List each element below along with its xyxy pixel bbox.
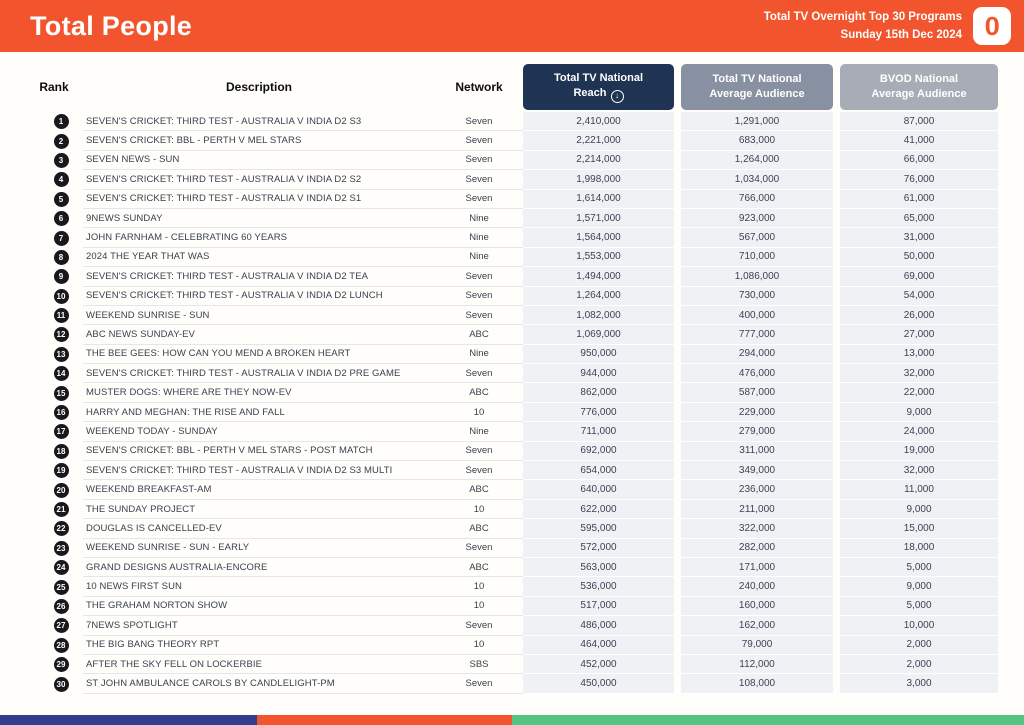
banner-right	[764, 7, 1011, 45]
program-description: HARRY AND MEGHAN: THE RISE AND FALL	[83, 403, 435, 422]
rank-cell	[25, 190, 83, 209]
table-row	[25, 325, 999, 344]
bvod-audience-column-header[interactable]	[840, 64, 998, 110]
rank-badge: 12	[54, 327, 69, 342]
bvod-header-line1: BVOD National	[879, 73, 959, 86]
rank-cell	[25, 597, 83, 616]
program-description: THE GRAHAM NORTON SHOW	[83, 597, 435, 616]
avg-audience-value: 171,000	[681, 558, 833, 577]
avg-audience-value: 108,000	[681, 674, 833, 693]
program-description: SEVEN'S CRICKET: BBL - PERTH V MEL STARS - POST MATCH	[83, 442, 435, 461]
reach-value: 1,082,000	[523, 306, 674, 325]
rank-cell	[25, 636, 83, 655]
table-row	[25, 442, 999, 461]
avg-audience-value: 683,000	[681, 131, 833, 150]
bvod-audience-value: 18,000	[840, 539, 998, 558]
avg-header-line2: Average Audience	[709, 88, 805, 100]
footer-bar-green-segment	[512, 715, 1024, 725]
table-row	[25, 287, 999, 306]
program-description: SEVEN'S CRICKET: THIRD TEST - AUSTRALIA V INDIA D2 S2	[83, 170, 435, 189]
rank-badge: 9	[54, 269, 69, 284]
network-value: ABC	[435, 325, 523, 344]
rank-cell	[25, 287, 83, 306]
avg-audience-column-header[interactable]	[681, 64, 833, 110]
table-row	[25, 228, 999, 247]
network-value: Seven	[435, 151, 523, 170]
reach-value: 944,000	[523, 364, 674, 383]
rank-badge: 3	[54, 153, 69, 168]
reach-value: 536,000	[523, 577, 674, 596]
avg-audience-value: 240,000	[681, 577, 833, 596]
reach-value: 1,494,000	[523, 267, 674, 286]
avg-audience-value: 162,000	[681, 616, 833, 635]
bvod-audience-value: 87,000	[840, 112, 998, 131]
reach-value: 622,000	[523, 500, 674, 519]
reach-value: 950,000	[523, 345, 674, 364]
avg-audience-value: 923,000	[681, 209, 833, 228]
report-subtitle-line2: Sunday 15th Dec 2024	[840, 29, 962, 41]
program-description: ST JOHN AMBULANCE CAROLS BY CANDLELIGHT-PM	[83, 674, 435, 693]
table-row	[25, 597, 999, 616]
rank-cell	[25, 267, 83, 286]
rank-badge: 5	[54, 192, 69, 207]
top-banner	[0, 0, 1024, 52]
avg-audience-value: 294,000	[681, 345, 833, 364]
program-description: SEVEN'S CRICKET: THIRD TEST - AUSTRALIA V INDIA D2 LUNCH	[83, 287, 435, 306]
network-value: ABC	[435, 519, 523, 538]
network-value: Nine	[435, 209, 523, 228]
program-description: SEVEN'S CRICKET: THIRD TEST - AUSTRALIA V INDIA D2 TEA	[83, 267, 435, 286]
bvod-audience-value: 9,000	[840, 577, 998, 596]
network-value: 10	[435, 636, 523, 655]
table-row	[25, 577, 999, 596]
table-row	[25, 190, 999, 209]
table-body	[25, 112, 999, 694]
reach-header-line1: Total TV National	[553, 72, 644, 85]
rank-badge: 8	[54, 250, 69, 265]
rank-cell	[25, 558, 83, 577]
program-description: THE BIG BANG THEORY RPT	[83, 636, 435, 655]
program-description: GRAND DESIGNS AUSTRALIA-ENCORE	[83, 558, 435, 577]
footer-color-bar	[0, 715, 1024, 725]
bvod-audience-value: 41,000	[840, 131, 998, 150]
bvod-audience-value: 13,000	[840, 345, 998, 364]
reach-value: 1,564,000	[523, 228, 674, 247]
avg-audience-value: 1,291,000	[681, 112, 833, 131]
network-value: Nine	[435, 422, 523, 441]
rank-badge: 10	[54, 289, 69, 304]
reach-value: 1,614,000	[523, 190, 674, 209]
program-description: 2024 THE YEAR THAT WAS	[83, 248, 435, 267]
avg-audience-value: 282,000	[681, 539, 833, 558]
rank-cell	[25, 306, 83, 325]
rank-cell	[25, 616, 83, 635]
top30-table	[0, 64, 1024, 694]
avg-audience-value: 311,000	[681, 442, 833, 461]
program-description: MUSTER DOGS: WHERE ARE THEY NOW-EV	[83, 383, 435, 402]
bvod-audience-value: 19,000	[840, 442, 998, 461]
table-row	[25, 519, 999, 538]
bvod-audience-value: 69,000	[840, 267, 998, 286]
table-row	[25, 267, 999, 286]
rank-badge: 7	[54, 231, 69, 246]
rank-badge: 6	[54, 211, 69, 226]
rank-cell	[25, 345, 83, 364]
rank-cell	[25, 519, 83, 538]
page-title: Total People	[30, 10, 193, 41]
program-description: WEEKEND BREAKFAST-AM	[83, 480, 435, 499]
bvod-audience-value: 27,000	[840, 325, 998, 344]
network-value: Seven	[435, 131, 523, 150]
reach-value: 1,571,000	[523, 209, 674, 228]
avg-audience-value: 211,000	[681, 500, 833, 519]
rank-cell	[25, 422, 83, 441]
table-row	[25, 539, 999, 558]
avg-audience-value: 1,264,000	[681, 151, 833, 170]
reach-column-header[interactable]	[523, 64, 674, 110]
program-description: THE SUNDAY PROJECT	[83, 500, 435, 519]
bvod-audience-value: 31,000	[840, 228, 998, 247]
bvod-audience-value: 76,000	[840, 170, 998, 189]
avg-audience-value: 730,000	[681, 287, 833, 306]
bvod-audience-value: 5,000	[840, 558, 998, 577]
table-row	[25, 248, 999, 267]
avg-audience-value: 476,000	[681, 364, 833, 383]
report-subtitle	[764, 8, 962, 45]
oztam-logo	[973, 7, 1011, 45]
program-description: THE BEE GEES: HOW CAN YOU MEND A BROKEN HEART	[83, 345, 435, 364]
rank-badge: 16	[54, 405, 69, 420]
bvod-audience-value: 54,000	[840, 287, 998, 306]
avg-audience-value: 349,000	[681, 461, 833, 480]
table-row	[25, 674, 999, 693]
network-value: Seven	[435, 287, 523, 306]
network-value: Seven	[435, 461, 523, 480]
rank-badge: 25	[54, 580, 69, 595]
table-row	[25, 655, 999, 674]
table-row	[25, 480, 999, 499]
rank-badge: 22	[54, 521, 69, 536]
program-description: DOUGLAS IS CANCELLED-EV	[83, 519, 435, 538]
avg-audience-value: 322,000	[681, 519, 833, 538]
bvod-audience-value: 24,000	[840, 422, 998, 441]
bvod-audience-value: 2,000	[840, 655, 998, 674]
rank-cell	[25, 655, 83, 674]
rank-cell	[25, 461, 83, 480]
network-value: Seven	[435, 364, 523, 383]
bvod-audience-value: 61,000	[840, 190, 998, 209]
reach-value: 640,000	[523, 480, 674, 499]
oztam-logo-zero-icon: 0	[984, 10, 1000, 41]
network-value: Seven	[435, 616, 523, 635]
rank-badge: 11	[54, 308, 69, 323]
network-column-header: Network	[455, 80, 503, 94]
program-description: 9NEWS SUNDAY	[83, 209, 435, 228]
table-row	[25, 112, 999, 131]
rank-badge: 4	[54, 172, 69, 187]
program-description: WEEKEND TODAY - SUNDAY	[83, 422, 435, 441]
rank-badge: 30	[54, 677, 69, 692]
rank-badge: 15	[54, 386, 69, 401]
table-row	[25, 403, 999, 422]
bvod-audience-value: 2,000	[840, 636, 998, 655]
bvod-audience-value: 65,000	[840, 209, 998, 228]
report-subtitle-line1: Total TV Overnight Top 30 Programs	[763, 10, 962, 23]
table-row	[25, 558, 999, 577]
bvod-audience-value: 10,000	[840, 616, 998, 635]
avg-audience-value: 1,086,000	[681, 267, 833, 286]
table-row	[25, 131, 999, 150]
avg-audience-value: 229,000	[681, 403, 833, 422]
table-row	[25, 616, 999, 635]
reach-value: 563,000	[523, 558, 674, 577]
table-header-row	[25, 64, 999, 110]
rank-cell	[25, 228, 83, 247]
avg-audience-value: 710,000	[681, 248, 833, 267]
sort-descending-icon[interactable]: ↓	[611, 90, 624, 103]
rank-cell	[25, 403, 83, 422]
network-value: SBS	[435, 655, 523, 674]
network-value: Seven	[435, 267, 523, 286]
program-description: AFTER THE SKY FELL ON LOCKERBIE	[83, 655, 435, 674]
rank-cell	[25, 539, 83, 558]
reach-value: 572,000	[523, 539, 674, 558]
rank-cell	[25, 248, 83, 267]
bvod-header-line2: Average Audience	[871, 88, 967, 100]
rank-badge: 2	[54, 134, 69, 149]
reach-value: 1,553,000	[523, 248, 674, 267]
footer-bar-orange-segment	[257, 715, 512, 725]
rank-cell	[25, 170, 83, 189]
rank-cell	[25, 577, 83, 596]
bvod-audience-value: 26,000	[840, 306, 998, 325]
rank-cell	[25, 131, 83, 150]
avg-header-line1: Total TV National	[712, 73, 802, 86]
bvod-audience-value: 9,000	[840, 500, 998, 519]
rank-badge: 23	[54, 541, 69, 556]
avg-audience-value: 587,000	[681, 383, 833, 402]
table-row	[25, 364, 999, 383]
reach-value: 654,000	[523, 461, 674, 480]
network-value: Nine	[435, 248, 523, 267]
program-description: SEVEN'S CRICKET: THIRD TEST - AUSTRALIA V INDIA D2 S3	[83, 112, 435, 131]
rank-badge: 19	[54, 463, 69, 478]
avg-audience-value: 279,000	[681, 422, 833, 441]
program-description: 10 NEWS FIRST SUN	[83, 577, 435, 596]
rank-badge: 1	[54, 114, 69, 129]
reach-value: 450,000	[523, 674, 674, 693]
bvod-audience-value: 32,000	[840, 461, 998, 480]
table-row	[25, 151, 999, 170]
rank-badge: 18	[54, 444, 69, 459]
avg-audience-value: 400,000	[681, 306, 833, 325]
reach-value: 862,000	[523, 383, 674, 402]
rank-cell	[25, 480, 83, 499]
network-value: Seven	[435, 306, 523, 325]
rank-cell	[25, 674, 83, 693]
avg-audience-value: 160,000	[681, 597, 833, 616]
avg-audience-value: 236,000	[681, 480, 833, 499]
table-row	[25, 306, 999, 325]
avg-audience-value: 777,000	[681, 325, 833, 344]
reach-value: 595,000	[523, 519, 674, 538]
reach-value: 1,998,000	[523, 170, 674, 189]
bvod-audience-value: 50,000	[840, 248, 998, 267]
reach-value: 776,000	[523, 403, 674, 422]
network-value: Seven	[435, 190, 523, 209]
network-value: Nine	[435, 228, 523, 247]
reach-value: 711,000	[523, 422, 674, 441]
table-row	[25, 383, 999, 402]
network-value: Seven	[435, 674, 523, 693]
footer-bar-navy-segment	[0, 715, 257, 725]
table-row	[25, 461, 999, 480]
rank-badge: 13	[54, 347, 69, 362]
network-value: ABC	[435, 480, 523, 499]
network-value: Seven	[435, 112, 523, 131]
program-description: JOHN FARNHAM - CELEBRATING 60 YEARS	[83, 228, 435, 247]
table-row	[25, 636, 999, 655]
rank-cell	[25, 112, 83, 131]
avg-audience-value: 567,000	[681, 228, 833, 247]
description-column-header: Description	[225, 80, 292, 94]
network-value: 10	[435, 577, 523, 596]
network-value: 10	[435, 500, 523, 519]
network-value: Seven	[435, 539, 523, 558]
program-description: WEEKEND SUNRISE - SUN	[83, 306, 435, 325]
reach-header-line2: Reach ↓	[523, 86, 674, 103]
network-value: ABC	[435, 383, 523, 402]
rank-badge: 29	[54, 657, 69, 672]
reach-value: 2,410,000	[523, 112, 674, 131]
reach-value: 1,264,000	[523, 287, 674, 306]
rank-badge: 24	[54, 560, 69, 575]
rank-cell	[25, 500, 83, 519]
reach-value: 2,214,000	[523, 151, 674, 170]
table-row	[25, 345, 999, 364]
bvod-audience-value: 11,000	[840, 480, 998, 499]
rank-cell	[25, 325, 83, 344]
reach-value: 692,000	[523, 442, 674, 461]
rank-badge: 17	[54, 424, 69, 439]
network-value: Nine	[435, 345, 523, 364]
bvod-audience-value: 66,000	[840, 151, 998, 170]
rank-cell	[25, 442, 83, 461]
reach-value: 486,000	[523, 616, 674, 635]
bvod-audience-value: 3,000	[840, 674, 998, 693]
reach-value: 517,000	[523, 597, 674, 616]
program-description: SEVEN'S CRICKET: THIRD TEST - AUSTRALIA V INDIA D2 S3 MULTI	[83, 461, 435, 480]
program-description: SEVEN'S CRICKET: THIRD TEST - AUSTRALIA V INDIA D2 S1	[83, 190, 435, 209]
rank-badge: 28	[54, 638, 69, 653]
table-row	[25, 500, 999, 519]
avg-audience-value: 1,034,000	[681, 170, 833, 189]
program-description: SEVEN'S CRICKET: BBL - PERTH V MEL STARS	[83, 131, 435, 150]
avg-audience-value: 112,000	[681, 655, 833, 674]
bvod-audience-value: 22,000	[840, 383, 998, 402]
rank-cell	[25, 151, 83, 170]
bvod-audience-value: 9,000	[840, 403, 998, 422]
program-description: SEVEN NEWS - SUN	[83, 151, 435, 170]
bvod-audience-value: 15,000	[840, 519, 998, 538]
reach-value: 452,000	[523, 655, 674, 674]
rank-cell	[25, 209, 83, 228]
rank-cell	[25, 364, 83, 383]
program-description: SEVEN'S CRICKET: THIRD TEST - AUSTRALIA V INDIA D2 PRE GAME	[83, 364, 435, 383]
rank-badge: 20	[54, 483, 69, 498]
avg-audience-value: 79,000	[681, 636, 833, 655]
rank-badge: 27	[54, 618, 69, 633]
reach-value: 2,221,000	[523, 131, 674, 150]
network-value: 10	[435, 403, 523, 422]
program-description: ABC NEWS SUNDAY-EV	[83, 325, 435, 344]
rank-badge: 21	[54, 502, 69, 517]
network-value: Seven	[435, 170, 523, 189]
reach-value: 1,069,000	[523, 325, 674, 344]
table-row	[25, 422, 999, 441]
table-row	[25, 170, 999, 189]
avg-audience-value: 766,000	[681, 190, 833, 209]
reach-value: 464,000	[523, 636, 674, 655]
network-value: Seven	[435, 442, 523, 461]
rank-cell	[25, 383, 83, 402]
rank-badge: 26	[54, 599, 69, 614]
bvod-audience-value: 5,000	[840, 597, 998, 616]
rank-badge: 14	[54, 366, 69, 381]
table-row	[25, 209, 999, 228]
network-value: ABC	[435, 558, 523, 577]
program-description: 7NEWS SPOTLIGHT	[83, 616, 435, 635]
program-description: WEEKEND SUNRISE - SUN - EARLY	[83, 539, 435, 558]
network-value: 10	[435, 597, 523, 616]
rank-column-header: Rank	[39, 80, 69, 94]
bvod-audience-value: 32,000	[840, 364, 998, 383]
